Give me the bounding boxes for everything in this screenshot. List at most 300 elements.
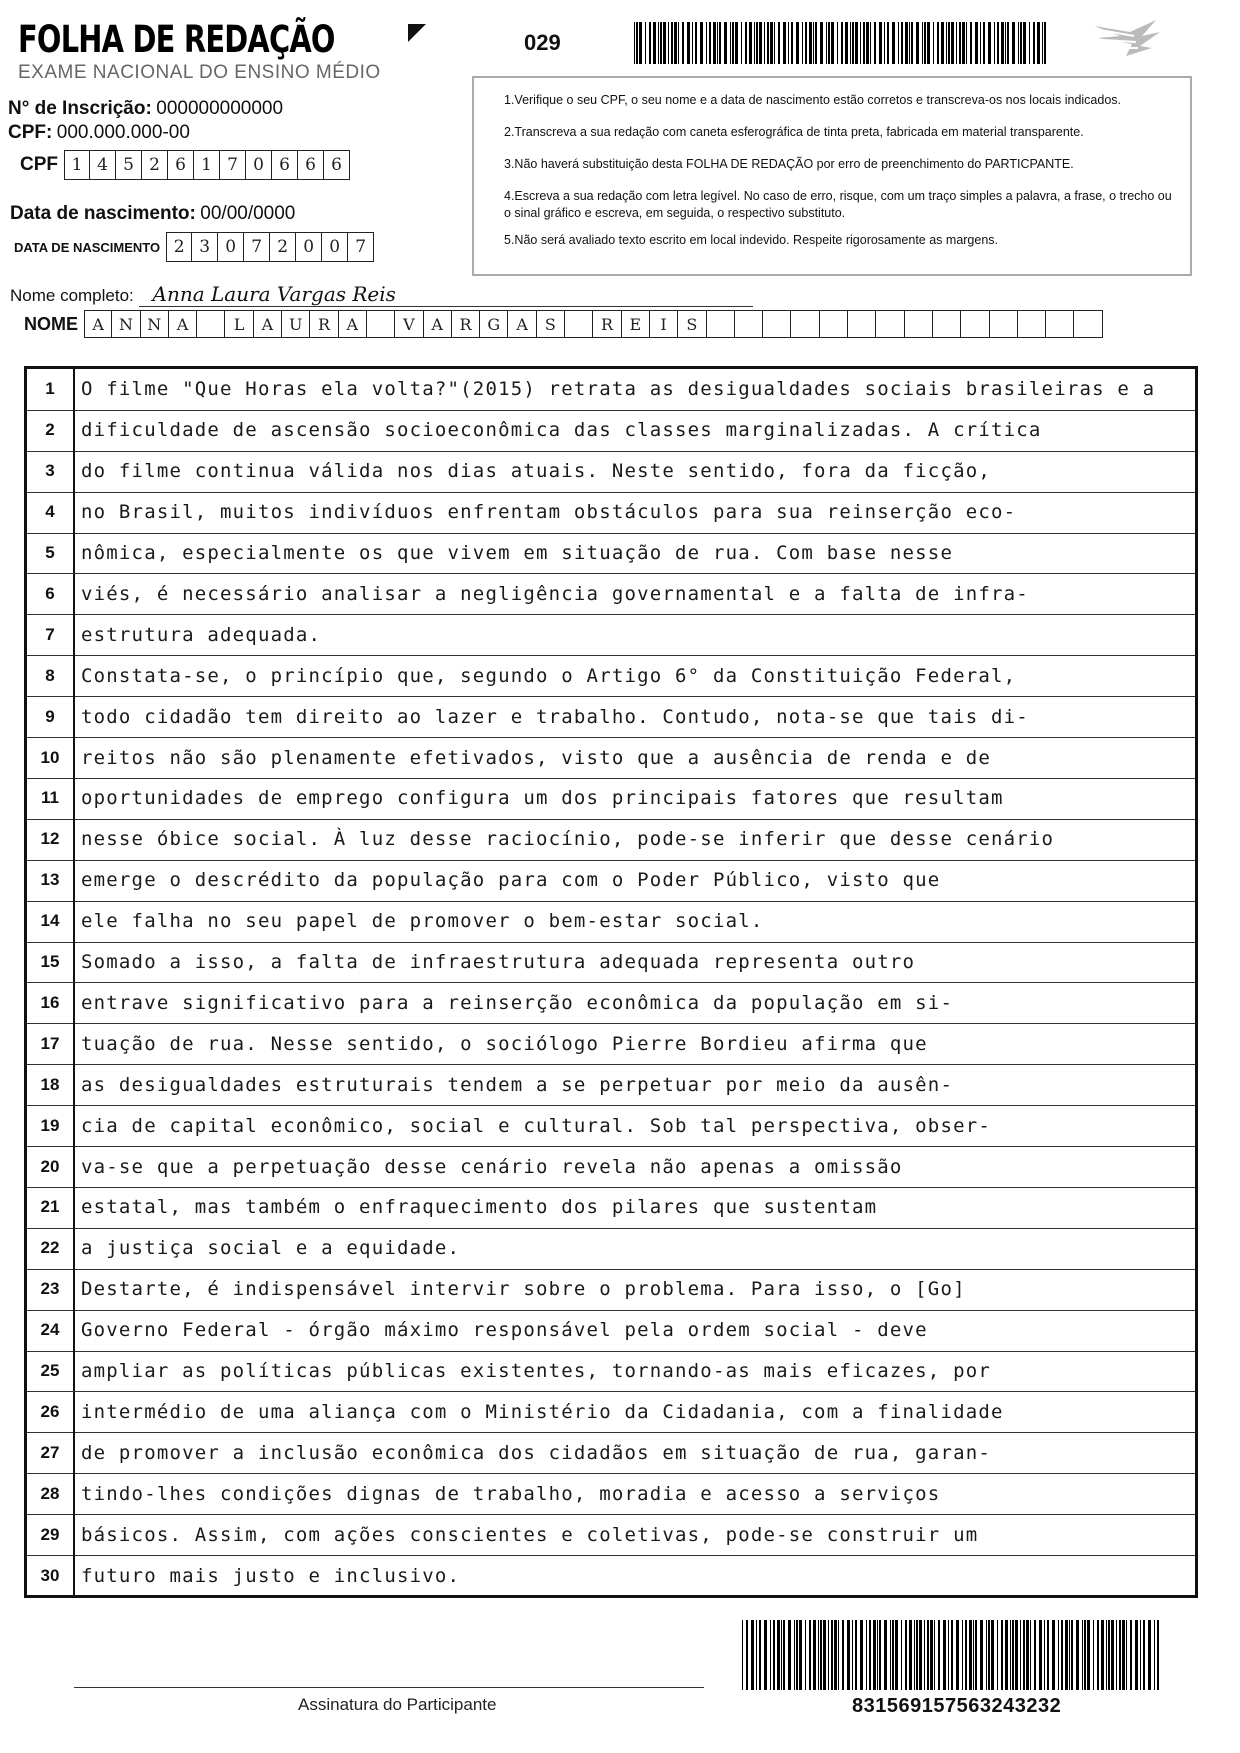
barcode-bar <box>951 1620 953 1690</box>
char-box: E <box>622 310 650 338</box>
essay-line <box>27 696 1195 738</box>
barcode-bar <box>919 1620 922 1690</box>
barcode-bar <box>770 1620 771 1690</box>
barcode-bar <box>713 22 716 64</box>
barcode-bar <box>809 1620 811 1690</box>
essay-line <box>27 819 1195 861</box>
essay-line-text: estatal, mas também o enfraquecimento dos pilares que sustentam <box>81 1196 878 1219</box>
barcode-bar <box>946 22 947 64</box>
char-box <box>735 310 763 338</box>
barcode-bar <box>783 1620 785 1690</box>
line-number: 24 <box>40 1320 60 1340</box>
char-box: 2 <box>142 150 168 180</box>
sheet-code: 029 <box>524 30 561 55</box>
essay-line-text: nômica, especialmente os que vivem em situação de rua. Com base nesse <box>81 542 954 565</box>
essay-line <box>27 1392 1195 1434</box>
barcode-bar <box>1097 1620 1099 1690</box>
barcode-bar <box>1082 1620 1083 1690</box>
char-box: 3 <box>192 232 218 262</box>
barcode-bar <box>834 1620 837 1690</box>
char-box: A <box>424 310 452 338</box>
essay-line <box>27 1269 1195 1311</box>
essay-line <box>27 983 1195 1025</box>
essay-line <box>27 1023 1195 1065</box>
barcode-bar <box>1029 22 1030 64</box>
char-box: 6 <box>298 150 324 180</box>
line-number: 26 <box>40 1401 60 1421</box>
barcode-number: 831569157563243232 <box>852 1695 1062 1717</box>
cpf-line <box>8 122 190 144</box>
barcode-bar <box>756 22 758 64</box>
barcode-bar <box>783 22 786 64</box>
barcode-bar <box>948 22 950 64</box>
barcode-bar <box>791 22 793 64</box>
barcode-bar <box>1101 1620 1104 1690</box>
barcode-bar <box>1071 1620 1073 1690</box>
barcode-bar <box>1034 1620 1036 1690</box>
barcode-bar <box>845 22 848 64</box>
line-number-divider <box>73 655 75 696</box>
barcode-bar <box>841 22 843 64</box>
line-number-divider <box>73 778 75 819</box>
barcode-bar <box>759 1620 761 1690</box>
barcode-bar <box>820 1620 822 1690</box>
barcode-bar <box>860 1620 863 1690</box>
barcode-bar <box>732 22 734 64</box>
barcode-bar <box>930 1620 933 1690</box>
birth-box-row <box>14 232 374 262</box>
full-name-handwritten: Anna Laura Vargas Reis <box>139 282 753 307</box>
barcode-bar <box>1005 22 1006 64</box>
barcode-bar <box>948 1620 949 1690</box>
barcode-bar <box>973 1620 974 1690</box>
line-number-divider <box>73 983 75 1024</box>
barcode-bar <box>874 22 876 64</box>
barcode-bar <box>1061 1620 1063 1690</box>
barcode-bar <box>837 22 838 64</box>
line-number-divider <box>73 1269 75 1310</box>
essay-line-text: nesse óbice social. À luz desse raciocínio, pode-se inferir que desse cenário <box>81 828 1055 851</box>
barcode-bar <box>887 22 889 64</box>
barcode-bar <box>826 22 827 64</box>
barcode-bar <box>831 1620 833 1690</box>
barcode-bar <box>1015 1620 1018 1690</box>
line-number: 10 <box>40 747 60 767</box>
barcode-bar <box>741 22 742 64</box>
line-number-divider <box>73 1392 75 1433</box>
essay-line <box>27 410 1195 452</box>
signature-label: Assinatura do Participante <box>298 1695 497 1714</box>
essay-line <box>27 860 1195 902</box>
barcode-bar <box>997 1620 998 1690</box>
barcode-bar <box>916 22 919 64</box>
char-box <box>905 310 933 338</box>
char-box: V <box>395 310 423 338</box>
barcode-bar <box>1023 22 1026 64</box>
barcode-bar <box>700 22 703 64</box>
barcode-bar <box>802 22 803 64</box>
barcode-bar <box>1157 1620 1159 1690</box>
barcode-bar <box>895 1620 898 1690</box>
barcode-bar <box>687 22 690 64</box>
char-box: 2 <box>270 232 296 262</box>
line-number-divider <box>73 819 75 860</box>
barcode-bar <box>1106 1620 1107 1690</box>
line-number-divider <box>73 1310 75 1351</box>
barcode-bar <box>639 22 642 64</box>
full-name-line <box>10 282 753 307</box>
barcode-bar <box>805 1620 806 1690</box>
barcode-bar <box>788 22 789 64</box>
essay-line <box>27 942 1195 984</box>
char-box: I <box>650 310 678 338</box>
char-box <box>820 310 848 338</box>
barcode-bar <box>692 22 693 64</box>
line-number: 12 <box>40 829 60 849</box>
barcode-bar <box>970 22 972 64</box>
essay-line-text: entrave significativo para a reinserção econômica da população em si- <box>81 991 954 1014</box>
barcode-bar <box>764 1620 767 1690</box>
essay-line <box>27 1432 1195 1474</box>
barcode-bar <box>1047 1620 1049 1690</box>
char-box: R <box>310 310 338 338</box>
barcode-bar <box>898 22 899 64</box>
barcode-bar <box>645 22 646 64</box>
char-box <box>367 310 395 338</box>
barcode-bar <box>838 1620 839 1690</box>
barcode-bar <box>706 22 707 64</box>
line-number: 30 <box>40 1565 60 1585</box>
line-number: 7 <box>45 624 55 644</box>
line-number-divider <box>73 1514 75 1555</box>
essay-line-text: básicos. Assim, com ações conscientes e coletivas, pode-se construir um <box>81 1523 979 1546</box>
barcode-bar <box>1020 22 1022 64</box>
line-number-divider <box>73 737 75 778</box>
essay-line-text: ampliar as políticas públicas existentes, tornando-as mais eficazes, por <box>81 1360 992 1383</box>
char-box: N <box>112 310 140 338</box>
essay-sheet <box>24 366 1198 1598</box>
line-number-divider <box>73 1187 75 1228</box>
line-number: 4 <box>45 502 55 522</box>
essay-line-text: oportunidades de emprego configura um dos principais fatores que resultam <box>81 787 1004 810</box>
barcode-bar <box>991 1620 994 1690</box>
char-box: 0 <box>322 232 348 262</box>
barcode-bar <box>764 22 765 64</box>
char-box <box>876 310 904 338</box>
char-box: 7 <box>244 232 270 262</box>
char-box: 1 <box>64 150 90 180</box>
line-number: 11 <box>41 788 59 808</box>
line-number: 15 <box>40 952 60 972</box>
barcode-bar <box>809 22 812 64</box>
barcode-bar <box>914 1620 915 1690</box>
line-number-divider <box>73 1473 75 1514</box>
cpf-boxes <box>64 150 350 180</box>
barcode-bar <box>852 1620 853 1690</box>
char-box: N <box>141 310 169 338</box>
barcode-bar <box>938 1620 940 1690</box>
barcode-bar <box>873 1620 876 1690</box>
essay-line-text: ele falha no seu papel de promover o bem-estar social. <box>81 910 764 933</box>
essay-line-text: cia de capital econômico, social e cultural. Sob tal perspectiva, obser- <box>81 1114 992 1137</box>
inscricao-line <box>8 98 283 120</box>
barcode-bar <box>663 22 666 64</box>
barcode-bar <box>866 22 869 64</box>
essay-line-text: Somado a isso, a falta de infraestrutura adequada representa outro <box>81 951 916 974</box>
char-box: 7 <box>220 150 246 180</box>
instruction-item: 1.Verifique o seu CPF, o seu nome e a data de nascimento estão corretos e transcreva-os nos locais indicados. <box>504 93 1122 107</box>
char-box: 0 <box>218 232 244 262</box>
essay-line-text: Constata-se, o princípio que, segundo o Artigo 6° da Constituição Federal, <box>81 664 1017 687</box>
line-number-divider <box>73 942 75 983</box>
essay-line <box>27 1514 1195 1556</box>
barcode-bar <box>983 22 985 64</box>
birth-value: 00/00/0000 <box>200 203 296 224</box>
essay-line-text: todo cidadão tem direito ao lazer e trabalho. Contudo, nota-se que tais di- <box>81 705 1029 728</box>
barcode-bar <box>1039 1620 1042 1690</box>
barcode-bar <box>924 22 926 64</box>
barcode-bar <box>956 1620 959 1690</box>
barcode-bar <box>980 1620 983 1690</box>
barcode-bar <box>905 22 908 64</box>
essay-line-text: viés, é necessário analisar a negligência governamental e a falta de infra- <box>81 582 1029 605</box>
barcode-bar <box>745 22 747 64</box>
essay-line <box>27 1351 1195 1393</box>
essay-line <box>27 369 1195 411</box>
barcode-bar <box>1087 1620 1090 1690</box>
instruction-item: 5.Não será avaliado texto escrito em local indevido. Respeite rigorosamente as margens. <box>504 233 999 247</box>
barcode-bar <box>997 22 999 64</box>
essay-line-text: tuação de rua. Nesse sentido, o sociólogo Pierre Bordieu afirma que <box>81 1032 928 1055</box>
barcode-bar <box>1023 1620 1025 1690</box>
char-box <box>990 310 1018 338</box>
barcode-bar <box>994 22 995 64</box>
essay-line <box>27 1146 1195 1188</box>
char-box: R <box>452 310 480 338</box>
nome-box-row <box>24 310 1103 338</box>
barcode-bar <box>682 22 684 64</box>
char-box: 6 <box>168 150 194 180</box>
barcode-bar <box>1122 1620 1125 1690</box>
barcode-bar <box>660 22 662 64</box>
barcode-bar <box>756 1620 757 1690</box>
line-number: 25 <box>40 1361 60 1381</box>
line-number: 21 <box>40 1197 60 1217</box>
line-number: 14 <box>40 911 60 931</box>
barcode-bar <box>842 1620 844 1690</box>
barcode-bar <box>742 1620 743 1690</box>
barcode-bar <box>749 22 752 64</box>
line-number: 2 <box>45 420 55 440</box>
barcode-bar <box>767 22 769 64</box>
cpf-box-row <box>20 150 350 180</box>
line-number-divider <box>73 1351 75 1392</box>
barcode-bar <box>805 22 807 64</box>
barcode-bar <box>1012 22 1015 64</box>
barcode-bar <box>892 22 895 64</box>
essay-line-text: Governo Federal - órgão máximo responsável pela ordem social - deve <box>81 1319 928 1342</box>
essay-line <box>27 533 1195 575</box>
barcode-bar <box>884 1620 887 1690</box>
barcode-bar <box>719 22 721 64</box>
barcode-bar <box>1001 1620 1003 1690</box>
essay-line <box>27 1228 1195 1270</box>
char-box <box>763 310 791 338</box>
barcode-bar <box>933 22 934 64</box>
essay-line-text: futuro mais justo e inclusivo. <box>81 1564 461 1587</box>
char-box: A <box>508 310 536 338</box>
instruction-item: 3.Não haverá substituição desta FOLHA DE REDAÇÃO por erro de preenchimento do PARTICPANTE. <box>504 157 1074 171</box>
barcode-bar <box>1052 1620 1055 1690</box>
barcode-bar <box>799 1620 802 1690</box>
barcode-bar <box>922 22 923 64</box>
barcode-bar <box>751 1620 754 1690</box>
barcode-bar <box>866 1620 867 1690</box>
line-number-divider <box>73 1555 75 1596</box>
birth-boxes <box>166 232 374 262</box>
barcode-bar <box>1135 1620 1138 1690</box>
barcode-bar <box>860 22 861 64</box>
char-box <box>197 310 225 338</box>
char-box: L <box>225 310 253 338</box>
essay-line <box>27 901 1195 943</box>
char-box <box>791 310 819 338</box>
barcode-bar <box>658 22 659 64</box>
char-box: A <box>84 310 112 338</box>
barcode-bar <box>1140 1620 1141 1690</box>
line-number-divider <box>73 492 75 533</box>
barcode-bar <box>1148 1620 1151 1690</box>
cpf-value: 000.000.000-00 <box>56 122 190 143</box>
barcode-bar <box>1012 1620 1014 1690</box>
barcode-bar <box>777 1620 780 1690</box>
barcode-bar <box>905 1620 907 1690</box>
char-box: 6 <box>324 150 350 180</box>
essay-line <box>27 1310 1195 1352</box>
essay-line-text: a justiça social e a equidade. <box>81 1237 461 1260</box>
char-box <box>961 310 989 338</box>
barcode-bar <box>892 1620 894 1690</box>
char-box: 4 <box>90 150 116 180</box>
barcode-bar <box>668 22 669 64</box>
barcode-bar <box>1005 1620 1008 1690</box>
essay-line-text: tindo-lhes condições dignas de trabalho, moradia e acesso a serviços <box>81 1482 941 1505</box>
barcode-bar <box>855 1620 857 1690</box>
line-number-divider <box>73 1023 75 1064</box>
essay-line-text: intermédio de uma aliança com o Ministério da Cidadania, com a finalidade <box>81 1400 1004 1423</box>
wings-logo-icon <box>1090 18 1162 58</box>
line-number-divider <box>73 614 75 655</box>
essay-line-text: no Brasil, muitos indivíduos enfrentam obstáculos para sua reinserção eco- <box>81 501 1017 524</box>
essay-line-text: de promover a inclusão econômica dos cidadãos em situação de rua, garan- <box>81 1441 992 1464</box>
barcode-bar <box>653 22 656 64</box>
line-number-divider <box>73 369 75 410</box>
essay-line <box>27 492 1195 534</box>
barcode-bar <box>986 1620 987 1690</box>
essay-line <box>27 778 1195 820</box>
line-number-divider <box>73 1064 75 1105</box>
essay-line-text: do filme continua válida nos dias atuais. Neste sentido, fora da ficção, <box>81 460 992 483</box>
barcode-bar <box>1065 1620 1068 1690</box>
barcode-bar <box>1093 1620 1094 1690</box>
line-number: 6 <box>45 583 55 603</box>
barcode-bar <box>1111 1620 1114 1690</box>
barcode-bar <box>901 22 903 64</box>
essay-line <box>27 1555 1195 1596</box>
barcode-bar <box>884 22 885 64</box>
barcode-bar <box>965 1620 967 1690</box>
barcode-bar <box>1030 1620 1031 1690</box>
barcode-bar <box>1020 1620 1021 1690</box>
char-box: G <box>480 310 508 338</box>
barcode-bar <box>770 22 773 64</box>
barcode-bar <box>969 1620 972 1690</box>
essay-line <box>27 451 1195 493</box>
barcode-bar <box>855 22 858 64</box>
essay-line-text: O filme "Que Horas ela volta?"(2015) retrata as desigualdades sociais brasileiras e a <box>81 378 1156 401</box>
barcode-bar <box>951 22 954 64</box>
line-number: 8 <box>45 665 55 685</box>
barcode-bar <box>1037 22 1040 64</box>
barcode-bar <box>877 1620 878 1690</box>
top-barcode <box>634 22 1058 64</box>
char-box: S <box>537 310 565 338</box>
barcode-bar <box>778 22 780 64</box>
barcode-bar <box>820 22 823 64</box>
barcode-bar <box>813 22 814 64</box>
barcode-bar <box>1154 1620 1155 1690</box>
barcode-bar <box>788 1620 791 1690</box>
char-box: 2 <box>166 232 192 262</box>
barcode-bar <box>962 1620 963 1690</box>
barcode-bar <box>901 1620 902 1690</box>
barcode-bar <box>988 1620 990 1690</box>
essay-line-text: Destarte, é indispensável intervir sobre o problema. Para isso, o [Go] <box>81 1278 966 1301</box>
barcode-bar <box>828 1620 829 1690</box>
char-box <box>1046 310 1074 338</box>
line-number-divider <box>73 901 75 942</box>
line-number-divider <box>73 1146 75 1187</box>
barcode-bar <box>1076 1620 1079 1690</box>
essay-line <box>27 574 1195 616</box>
line-number-divider <box>73 1105 75 1146</box>
barcode-bar <box>879 1620 881 1690</box>
document-title: FOLHA DE REDAÇÃO <box>18 18 335 61</box>
barcode-bar <box>962 22 965 64</box>
birth-line <box>10 203 295 225</box>
barcode-bar <box>1001 22 1004 64</box>
barcode-bar <box>937 22 939 64</box>
line-number: 5 <box>45 543 55 563</box>
barcode-bar <box>1084 1620 1086 1690</box>
cpf-box-label: CPF <box>20 154 58 175</box>
barcode-bar <box>916 1620 918 1690</box>
char-box: 0 <box>246 150 272 180</box>
char-box <box>933 310 961 338</box>
barcode-bar <box>1119 1620 1121 1690</box>
barcode-bar <box>1108 1620 1110 1690</box>
line-number: 28 <box>40 1483 60 1503</box>
char-box: 0 <box>296 232 322 262</box>
barcode-bar <box>781 1620 782 1690</box>
barcode-bar <box>678 22 679 64</box>
barcode-bar <box>774 22 775 64</box>
barcode-bar <box>813 1620 816 1690</box>
line-number-divider <box>73 860 75 901</box>
barcode-bar <box>709 22 711 64</box>
barcode-bar <box>850 22 851 64</box>
barcode-bar <box>909 1620 912 1690</box>
